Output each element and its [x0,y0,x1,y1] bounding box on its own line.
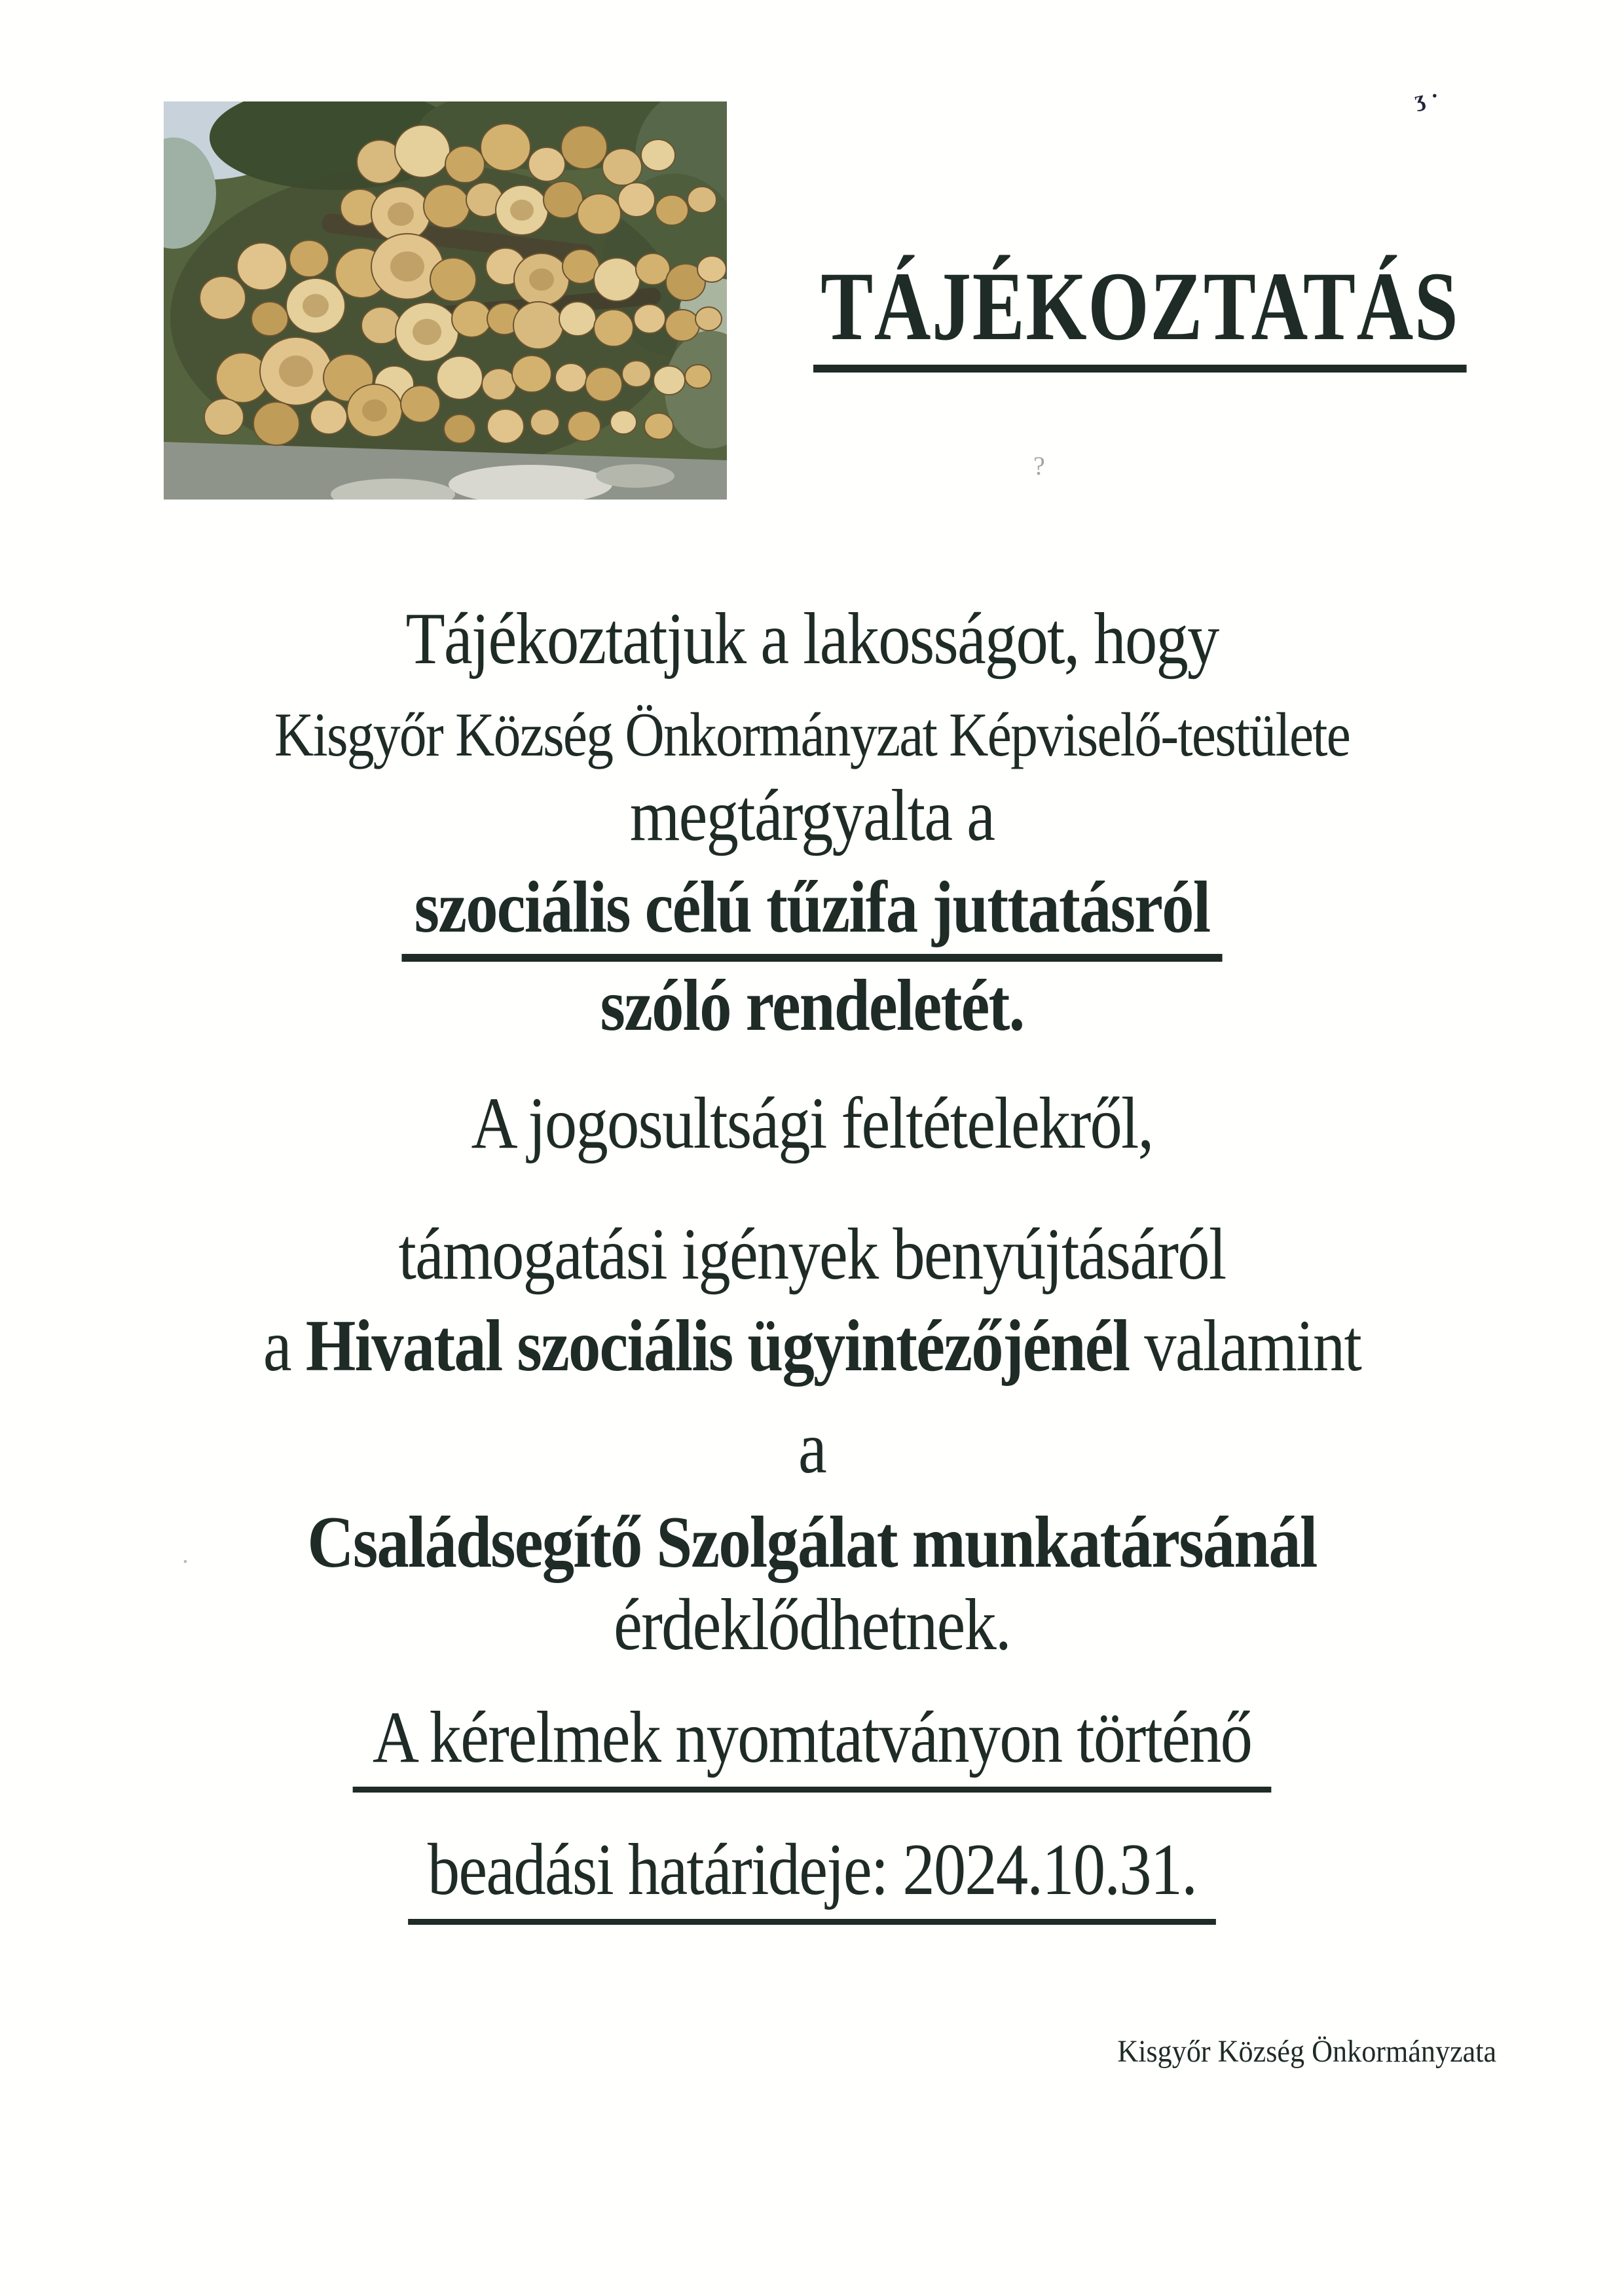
notice-title-block [813,252,1460,373]
firewood-pile-photo [164,101,727,500]
deadline-line-2-text: beadási határideje: 2024.10.31. [408,1828,1216,1925]
deadline-line-1 [98,1696,1526,1793]
body-line-6: érdeklődhetnek. [614,1584,1010,1666]
body-line-3-suffix: valamint [1129,1305,1361,1387]
body-line-5: Családsegítő Szolgálat munkatársánál [307,1502,1317,1583]
body-line-4: a [798,1408,826,1489]
deadline-line-2 [98,1828,1526,1925]
subject-line-underlined [98,866,1526,962]
intro-line-2: Kisgyőr Község Önkormányzat Képviselő-testülete [274,700,1350,769]
signature-municipality: Kisgyőr Község Önkormányzata [1117,2034,1496,2069]
scan-artifact-dot: . [182,1539,189,1569]
body-line-1: A jogosultsági feltételekről, [471,1083,1153,1164]
body-line-3-bold: Hivatal szociális ügyintézőjénél [305,1305,1130,1387]
body-line-2: támogatási igények benyújtásáról [398,1214,1226,1295]
body-line-3 [98,1304,1526,1389]
intro-line-1: Tájékoztatjuk a lakosságot, hogy [405,598,1219,680]
page-title: TÁJÉKOZTATÁS [813,257,1466,373]
subject-underline-text: szociális célú tűzifa juttatásról [401,866,1222,962]
intro-line-3: megtárgyalta a [629,775,995,856]
subject-line-tail: szóló rendeletét. [600,965,1024,1046]
body-line-3-prefix: a [263,1305,306,1387]
scan-artifact-question-mark: ? [1033,451,1045,481]
scan-ink-artifact-top-right: ʒ· [1412,82,1448,113]
deadline-line-1-text: A kérelmek nyomtatványon történő [353,1696,1271,1793]
firewood-pile-illustration [164,101,727,500]
